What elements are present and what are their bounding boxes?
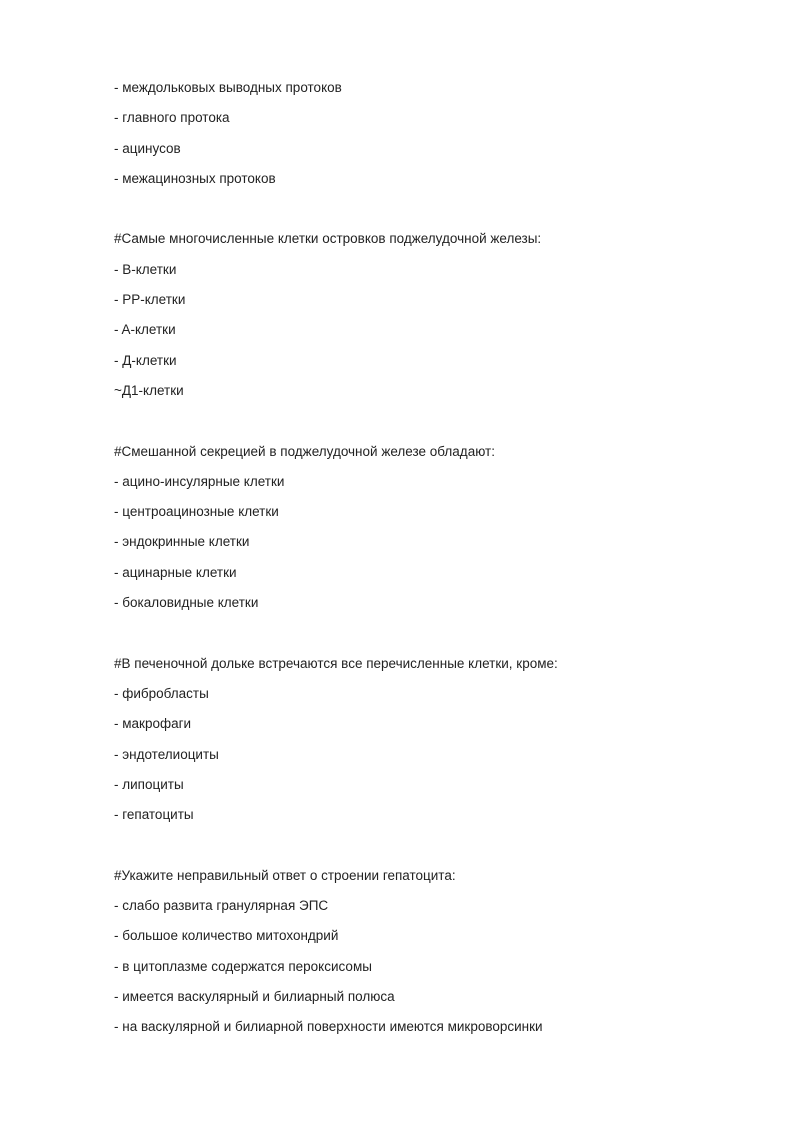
option-0-0: - междольковых выводных протоков — [114, 80, 342, 95]
spacer — [114, 618, 764, 648]
question-2: #Смешанной секрецией в поджелудочной железе обладают: — [114, 443, 495, 459]
option-3-3: - липоциты — [114, 776, 184, 792]
option-2-0: - ацино-инсулярные клетки — [114, 473, 285, 489]
question-block-2 — [114, 437, 764, 619]
question-block-1 — [114, 224, 764, 406]
question-3: #В печеночной дольке встречаются все перечисленные клетки, кроме: — [114, 655, 558, 671]
option-1-4: ~Д1-клетки — [114, 382, 184, 398]
option-3-4: - гепатоциты — [114, 807, 194, 823]
spacer — [114, 194, 764, 224]
option-1-1: - PP-клетки — [114, 292, 186, 308]
option-2-3: - ацинарные клетки — [114, 564, 237, 580]
option-2-4: - бокаловидные клетки — [114, 595, 259, 611]
option-4-4: - на васкулярной и билиарной поверхности имеются микроворсинки — [114, 1019, 543, 1035]
option-4-3: - имеется васкулярный и билиарный полюса — [114, 988, 395, 1004]
option-3-1: - макрофаги — [114, 716, 192, 732]
option-4-2: - в цитоплазме содержатся пероксисомы — [114, 958, 372, 974]
question-4: #Укажите неправильный ответ о строении гепатоцита: — [114, 867, 456, 883]
option-0-2: - ацинусов — [114, 140, 181, 156]
option-2-1: - центроацинозные клетки — [114, 504, 279, 520]
question-block-4 — [114, 861, 764, 1043]
spacer — [114, 830, 764, 860]
option-1-0: - B-клетки — [114, 261, 177, 277]
option-4-0: - слабо развита гранулярная ЭПС — [114, 898, 329, 914]
question-block-0 — [114, 73, 764, 194]
option-3-2: - эндотелиоциты — [114, 746, 219, 762]
option-1-2: - A-клетки — [114, 322, 176, 338]
option-0-1: - главного протока — [114, 110, 230, 126]
option-2-2: - эндокринные клетки — [114, 534, 250, 550]
question-block-3 — [114, 649, 764, 831]
option-1-3: - Д-клетки — [114, 352, 177, 368]
question-1: #Самые многочисленные клетки островков поджелудочной железы: — [114, 231, 542, 247]
option-3-0: - фибробласты — [114, 685, 209, 701]
spacer — [114, 406, 764, 436]
document-page — [114, 73, 764, 1043]
option-4-1: - большое количество митохондрий — [114, 928, 339, 944]
option-0-3: - межацинозных протоков — [114, 170, 276, 186]
